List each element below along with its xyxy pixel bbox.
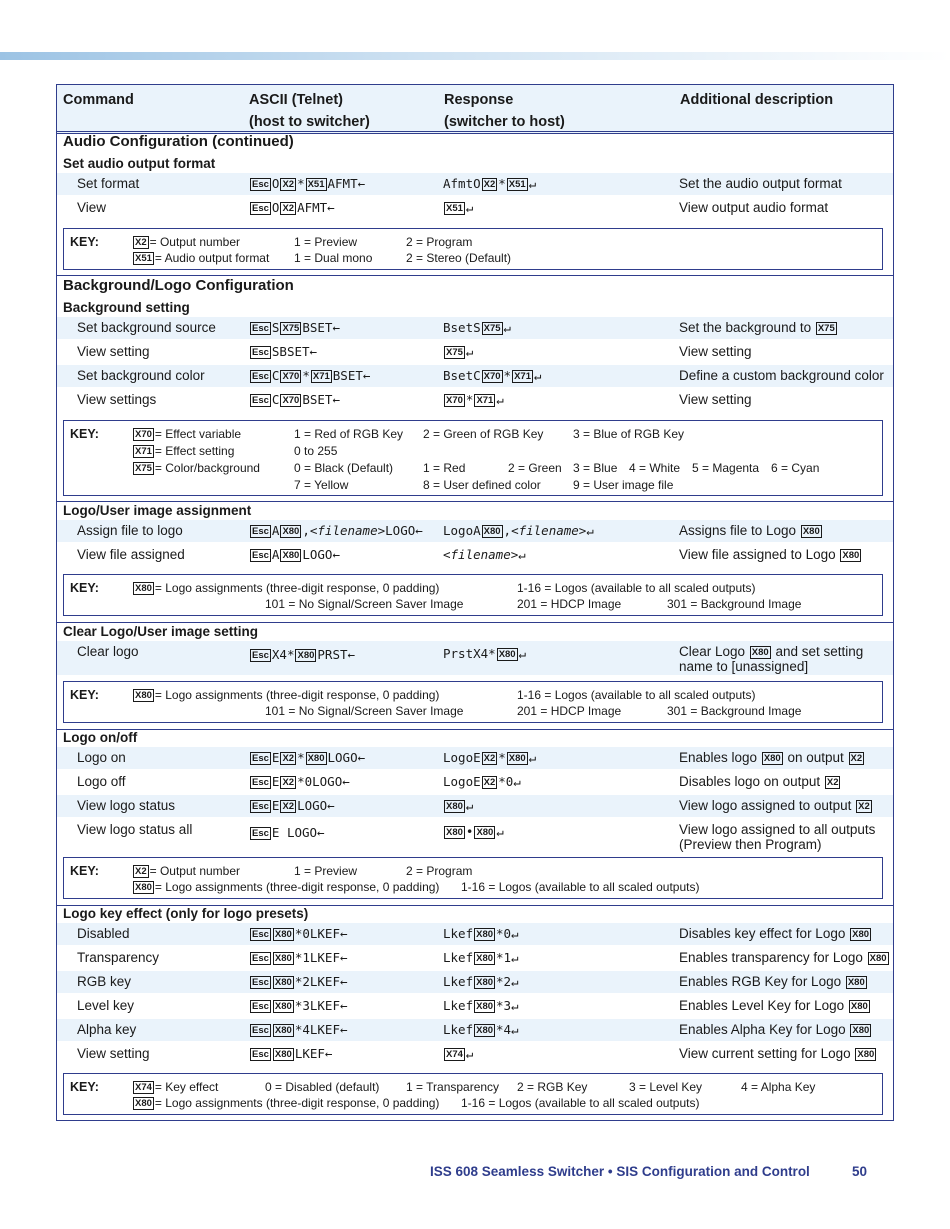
- divider: [57, 275, 893, 276]
- table-row: [57, 389, 893, 411]
- key-entry: 2 = Stereo (Default): [406, 251, 512, 265]
- row-description: View output audio format: [679, 200, 829, 215]
- table-row: [57, 365, 893, 387]
- key-box: [63, 681, 883, 723]
- key-entry: 7 = Yellow: [294, 478, 349, 492]
- row-description: Assigns file to Logo X80: [679, 523, 820, 538]
- key-entry: X2 = Output number: [135, 235, 241, 249]
- row-ascii: Esc E X2 *0LOGO←: [252, 774, 350, 789]
- key-entry: 5 = Magenta: [692, 461, 760, 475]
- row-description: Clear Logo X80 and set setting name to [unassigned]: [679, 644, 864, 674]
- row-command: Set format: [77, 176, 140, 191]
- key-entry: 1-16 = Logos (available to all scaled outputs): [461, 880, 700, 894]
- key-entry: X2 = Output number: [135, 864, 241, 878]
- header-response-line1: Response: [444, 92, 514, 108]
- table-row: [57, 173, 893, 195]
- row-command: RGB key: [77, 974, 132, 989]
- row-response: <filename>↵: [443, 547, 526, 562]
- table-row: [57, 971, 893, 993]
- table-row: [57, 995, 893, 1017]
- key-entry: X71 = Effect setting: [135, 444, 235, 458]
- key-label: KEY:: [70, 235, 99, 249]
- row-ascii: Esc C X70 BSET←: [252, 392, 340, 407]
- row-command: View: [77, 200, 107, 215]
- row-ascii: Esc X80 LKEF←: [252, 1046, 333, 1061]
- row-command: Disabled: [77, 926, 130, 941]
- row-description: View setting: [679, 392, 752, 407]
- key-label: KEY:: [70, 688, 99, 702]
- row-response: PrstX4* X80 ↵: [443, 646, 527, 661]
- key-entry: 1 = Red: [423, 461, 466, 475]
- key-entry: X80 = Logo assignments (three-digit response, 0 padding): [135, 581, 440, 595]
- table-row: [57, 923, 893, 945]
- key-entry: 201 = HDCP Image: [517, 704, 622, 718]
- command-table: [56, 84, 894, 1121]
- row-ascii: Esc X80 *2LKEF←: [252, 974, 348, 989]
- key-box: [63, 857, 883, 899]
- key-entry: 0 to 255: [294, 444, 338, 458]
- row-response: LogoA X80 ,<filename>↵: [443, 523, 594, 538]
- row-ascii: Esc X80 *0LKEF←: [252, 926, 348, 941]
- row-command: View file assigned: [77, 547, 185, 562]
- row-description: Enables RGB Key for Logo X80: [679, 974, 865, 989]
- subsection-logo-onoff: Logo on/off: [63, 730, 138, 745]
- row-response: AfmtO X2 * X51 ↵: [443, 176, 537, 191]
- row-command: Logo off: [77, 774, 126, 789]
- row-description: View logo assigned to output X2: [679, 798, 870, 813]
- row-ascii: Esc A X80 ,<filename>LOGO←: [252, 523, 423, 538]
- row-ascii: Esc A X80 LOGO←: [252, 547, 340, 562]
- table-row: [57, 795, 893, 817]
- row-response: Lkef X80 *1↵: [443, 950, 519, 965]
- row-ascii: Esc X80 *1LKEF←: [252, 950, 348, 965]
- key-entry: X70 = Effect variable: [135, 427, 242, 441]
- row-ascii: Esc X80 *4LKEF←: [252, 1022, 348, 1037]
- row-command: Level key: [77, 998, 135, 1013]
- row-response: Lkef X80 *0↵: [443, 926, 519, 941]
- row-command: View logo status all: [77, 822, 193, 837]
- top-accent-bar: [0, 52, 950, 60]
- key-entry: X74 = Key effect: [135, 1080, 219, 1094]
- divider: [57, 729, 893, 730]
- key-entry: 3 = Blue: [573, 461, 618, 475]
- row-ascii: Esc S X75 BSET←: [252, 320, 340, 335]
- subsection-logo-assignment: Logo/User image assignment: [63, 503, 252, 518]
- table-row: [57, 747, 893, 769]
- table-row: [57, 544, 893, 566]
- key-entry: 3 = Blue of RGB Key: [573, 427, 685, 441]
- row-command: View logo status: [77, 798, 176, 813]
- row-description: View logo assigned to all outputs (Preview then Program): [679, 822, 876, 852]
- subsection-audio-format: Set audio output format: [63, 156, 216, 171]
- row-description: Enables logo X80 on output X2: [679, 750, 863, 765]
- row-command: View setting: [77, 1046, 150, 1061]
- key-entry: 1-16 = Logos (available to all scaled outputs): [461, 1096, 700, 1110]
- header-response: [444, 89, 565, 133]
- footer-title: ISS 608 Seamless Switcher • SIS Configuration and Control: [430, 1164, 810, 1179]
- key-entry: 4 = Alpha Key: [741, 1080, 816, 1094]
- table-row: [57, 1019, 893, 1041]
- row-command: Set background source: [77, 320, 216, 335]
- row-response: X70 * X71 ↵: [446, 392, 504, 407]
- key-entry: 1 = Preview: [294, 235, 358, 249]
- row-ascii: Esc O X2 AFMT←: [252, 200, 335, 215]
- table-row: [57, 197, 893, 219]
- key-entry: 0 = Disabled (default): [265, 1080, 380, 1094]
- key-entry: 1-16 = Logos (available to all scaled outputs): [517, 581, 756, 595]
- row-command: Assign file to logo: [77, 523, 183, 538]
- row-command: Logo on: [77, 750, 126, 765]
- row-response: BsetC X70 * X71 ↵: [443, 368, 542, 383]
- row-command: Transparency: [77, 950, 160, 965]
- key-entry: X80 = Logo assignments (three-digit response, 0 padding): [135, 880, 440, 894]
- row-ascii: Esc X80 *3LKEF←: [252, 998, 348, 1013]
- table-row: [57, 947, 893, 969]
- row-response: Lkef X80 *4↵: [443, 1022, 519, 1037]
- subsection-logo-key-effect: Logo key effect (only for logo presets): [63, 906, 309, 921]
- page-number: 50: [852, 1164, 868, 1179]
- row-ascii: Esc E LOGO←: [252, 825, 325, 840]
- row-ascii: Esc X4* X80 PRST←: [252, 647, 356, 662]
- key-entry: 4 = White: [629, 461, 681, 475]
- key-entry: 2 = Green: [508, 461, 562, 475]
- row-response: X74 ↵: [446, 1046, 474, 1061]
- row-response: LogoE X2 * X80 ↵: [443, 750, 537, 765]
- key-box: [63, 420, 883, 496]
- row-description: Enables transparency for Logo X80: [679, 950, 887, 965]
- row-description: View setting: [679, 344, 752, 359]
- row-ascii: Esc E X2 LOGO←: [252, 798, 335, 813]
- key-entry: 2 = RGB Key: [517, 1080, 588, 1094]
- key-entry: X80 = Logo assignments (three-digit response, 0 padding): [135, 1096, 440, 1110]
- row-description: Disables logo on output X2: [679, 774, 839, 789]
- row-description: Enables Alpha Key for Logo X80: [679, 1022, 870, 1037]
- row-command: Alpha key: [77, 1022, 137, 1037]
- key-entry: X80 = Logo assignments (three-digit response, 0 padding): [135, 688, 440, 702]
- key-entry: 6 = Cyan: [771, 461, 820, 475]
- key-entry: 201 = HDCP Image: [517, 597, 622, 611]
- key-entry: 1 = Transparency: [406, 1080, 500, 1094]
- row-command: Set background color: [77, 368, 205, 383]
- key-box: [63, 574, 883, 616]
- header-ascii-line2: (host to switcher): [249, 114, 370, 130]
- table-row: [57, 520, 893, 542]
- row-ascii: Esc C X70 * X71 BSET←: [252, 368, 371, 383]
- row-response: LogoE X2 *0↵: [443, 774, 521, 789]
- key-entry: 2 = Program: [406, 235, 473, 249]
- divider: [57, 501, 893, 502]
- key-entry: 1 = Red of RGB Key: [294, 427, 404, 441]
- row-response: Lkef X80 *2↵: [443, 974, 519, 989]
- row-command: View settings: [77, 392, 157, 407]
- row-description: View current setting for Logo X80: [679, 1046, 875, 1061]
- row-response: X75 ↵: [446, 344, 474, 359]
- section-title-audio: Audio Configuration (continued): [63, 133, 294, 150]
- table-row: [57, 317, 893, 339]
- row-command: Clear logo: [77, 644, 139, 659]
- key-entry: X51 = Audio output format: [135, 251, 270, 265]
- row-description: Define a custom background color: [679, 368, 884, 383]
- header-response-line2: (switcher to host): [444, 114, 565, 130]
- key-box: [63, 1073, 883, 1115]
- row-response: Lkef X80 *3↵: [443, 998, 519, 1013]
- key-entry: 9 = User image file: [573, 478, 674, 492]
- row-description: View file assigned to Logo X80: [679, 547, 860, 562]
- table-row: [57, 771, 893, 793]
- key-entry: 101 = No Signal/Screen Saver Image: [265, 597, 464, 611]
- key-label: KEY:: [70, 864, 99, 878]
- key-entry: 8 = User defined color: [423, 478, 541, 492]
- key-entry: 1 = Preview: [294, 864, 358, 878]
- subsection-clear-logo: Clear Logo/User image setting: [63, 624, 259, 639]
- key-entry: 301 = Background Image: [667, 597, 802, 611]
- key-entry: 0 = Black (Default): [294, 461, 394, 475]
- key-entry: 1 = Dual mono: [294, 251, 373, 265]
- table-header: [57, 85, 893, 134]
- table-row: [57, 341, 893, 363]
- key-entry: 2 = Green of RGB Key: [423, 427, 544, 441]
- row-response: BsetS X75 ↵: [443, 320, 512, 335]
- key-entry: X75 = Color/background: [135, 461, 260, 475]
- key-box: [63, 228, 883, 270]
- key-entry: 2 = Program: [406, 864, 473, 878]
- row-ascii: Esc O X2 * X51 AFMT←: [252, 176, 366, 191]
- key-entry: 3 = Level Key: [629, 1080, 703, 1094]
- row-response: X51 ↵: [446, 200, 474, 215]
- key-entry: 1-16 = Logos (available to all scaled outputs): [517, 688, 756, 702]
- key-label: KEY:: [70, 1080, 99, 1094]
- table-row: [57, 641, 893, 675]
- row-ascii: Esc E X2 * X80 LOGO←: [252, 750, 366, 765]
- key-label: KEY:: [70, 427, 99, 441]
- divider: [57, 622, 893, 623]
- row-ascii: Esc SBSET←: [252, 344, 318, 359]
- key-entry: 301 = Background Image: [667, 704, 802, 718]
- table-row: [57, 819, 893, 853]
- key-label: KEY:: [70, 581, 99, 595]
- row-response: X80 ↵: [446, 798, 474, 813]
- row-response: X80 • X80 ↵: [446, 824, 504, 839]
- table-row: [57, 1043, 893, 1065]
- row-description: Disables key effect for Logo X80: [679, 926, 870, 941]
- row-command: View setting: [77, 344, 150, 359]
- key-entry: 101 = No Signal/Screen Saver Image: [265, 704, 464, 718]
- section-title-background: Background/Logo Configuration: [63, 277, 294, 294]
- header-ascii-line1: ASCII (Telnet): [249, 92, 343, 108]
- subsection-background: Background setting: [63, 300, 190, 315]
- header-command: Command: [63, 92, 134, 108]
- header-ascii: [249, 89, 370, 133]
- row-description: Set the background to X75: [679, 320, 835, 335]
- header-description: Additional description: [680, 92, 834, 108]
- row-description: Set the audio output format: [679, 176, 842, 191]
- row-description: Enables Level Key for Logo X80: [679, 998, 868, 1013]
